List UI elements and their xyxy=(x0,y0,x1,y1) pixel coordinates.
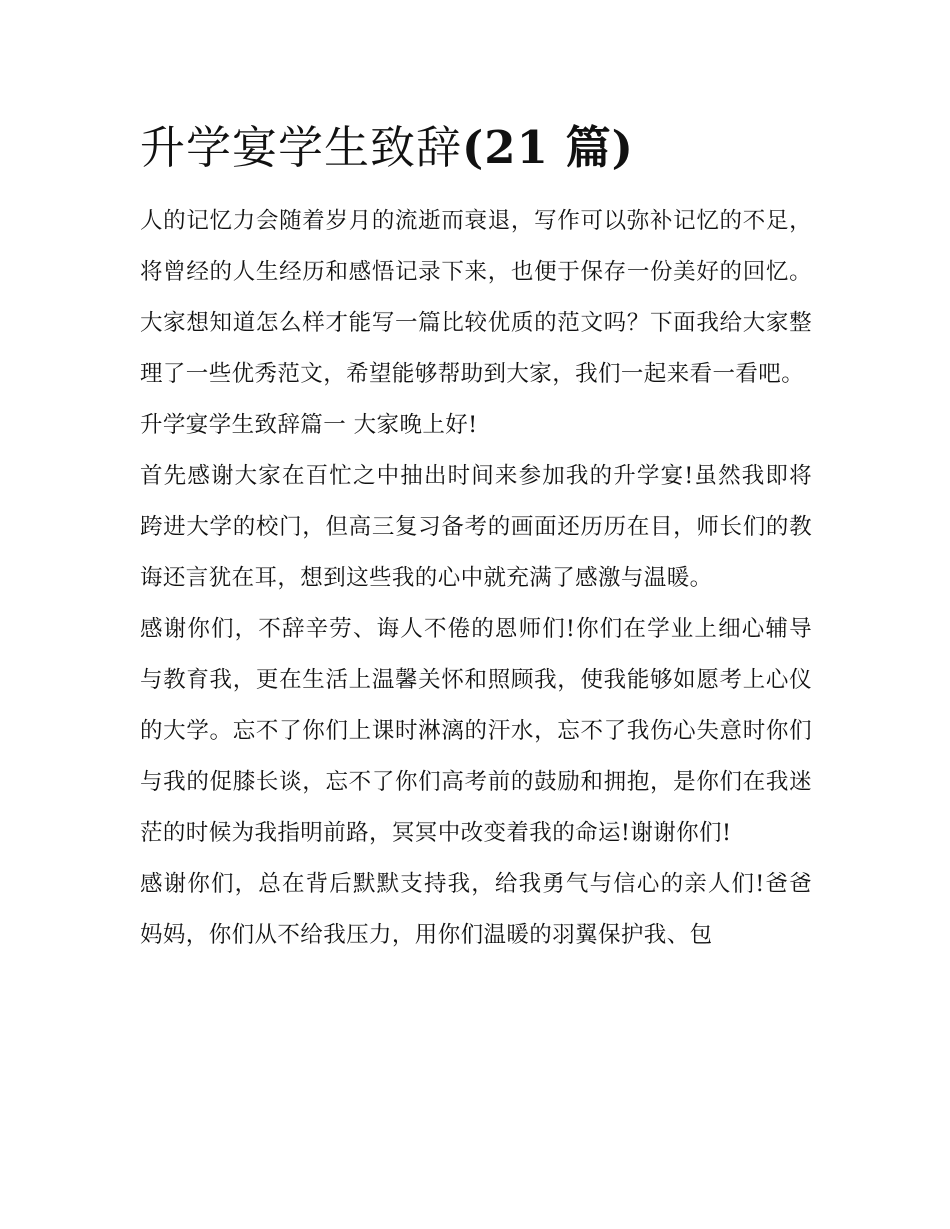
paragraph-thanks-guests: 首先感谢大家在百忙之中抽出时间来参加我的升学宴!虽然我即将跨进大学的校门，但高三复习备考的画面还历历在目，师长们的教诲还言犹在耳，想到这些我的心中就充满了感激与温暖。 xyxy=(140,463,812,591)
document-title xyxy=(140,118,634,178)
paragraph-section-heading: 升学宴学生致辞篇一 大家晚上好! xyxy=(140,412,478,438)
paragraph-thanks-teachers: 感谢你们，不辞辛劳、诲人不倦的恩师们!你们在学业上细心辅导与教育我，更在生活上温馨关怀和照顾我，使我能够如愿考上心仪的大学。忘不了你们上课时淋漓的汗水，忘不了我伤心失意时你们与我的促膝长谈，忘不了你们高考前的鼓励和拥抱，是你们在我迷茫的时候为我指明前路，冥冥中改变着我的命运!谢谢你们! xyxy=(140,616,812,846)
paragraph-intro: 人的记忆力会随着岁月的流逝而衰退，写作可以弥补记忆的不足，将曾经的人生经历和感悟记录下来，也便于保存一份美好的回忆。大家想知道怎么样才能写一篇比较优质的范文吗？下面我给大家整理了一些优秀范文，希望能够帮助到大家，我们一起来看一看吧。 xyxy=(140,208,812,387)
title-count: (21 篇) xyxy=(462,121,634,174)
paragraph-thanks-family: 感谢你们，总在背后默默支持我，给我勇气与信心的亲人们!爸爸妈妈，你们从不给我压力，用你们温暖的羽翼保护我、包 xyxy=(140,871,812,948)
document-body xyxy=(140,196,812,961)
title-main: 升学宴学生致辞 xyxy=(140,121,463,174)
